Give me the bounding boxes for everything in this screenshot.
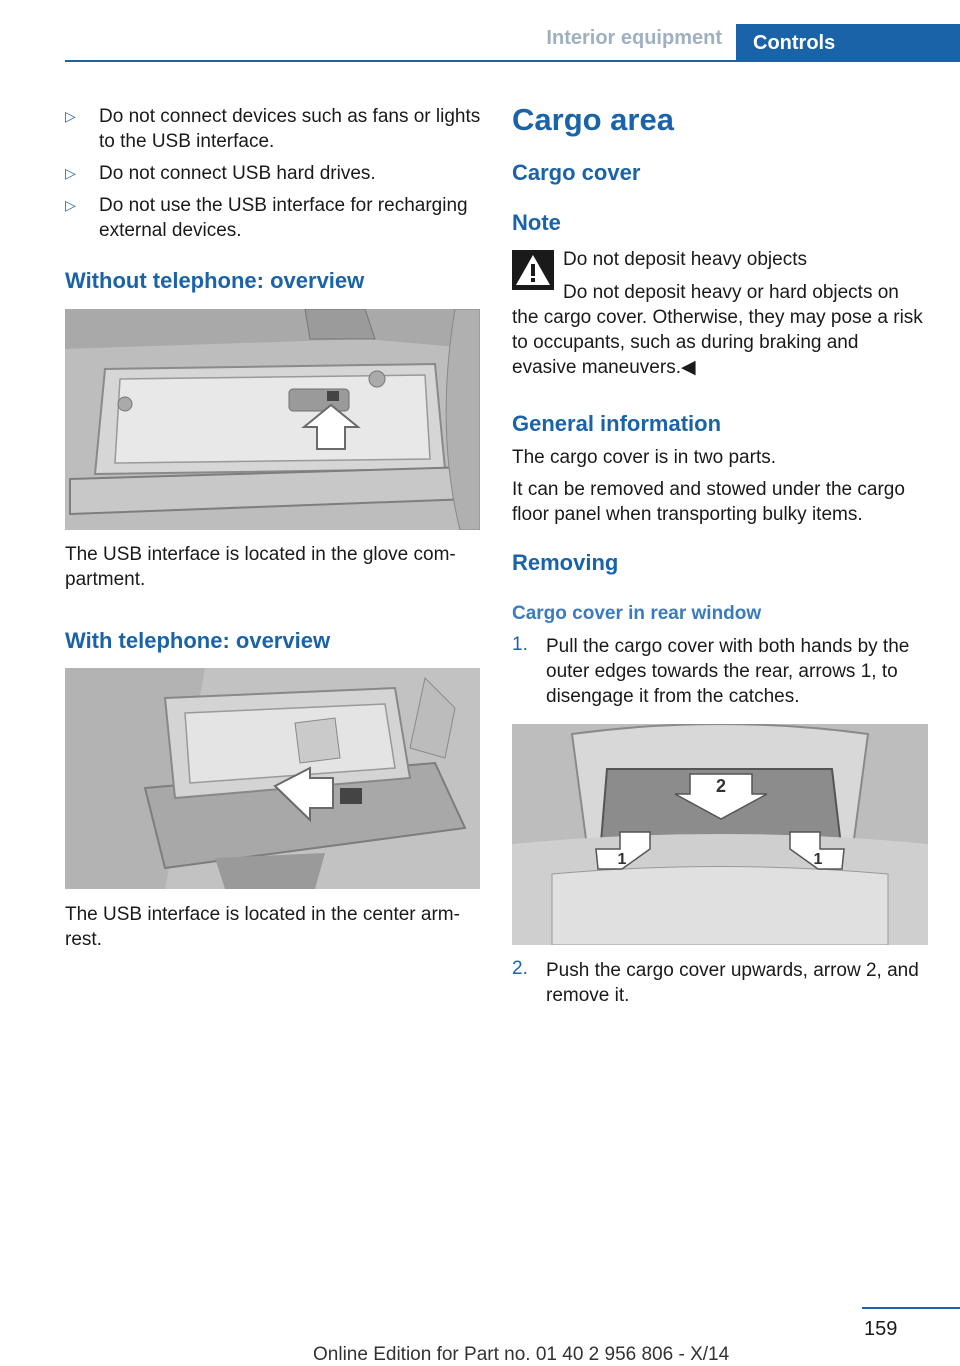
bullet-text: Do not use the USB interface for recharging external devices. (99, 195, 468, 241)
chapter-title: Controls (753, 32, 836, 54)
chapter-tab (736, 24, 960, 62)
rear-window-heading: Cargo cover in rear window (512, 603, 762, 624)
section-heading: Cargo area (512, 102, 674, 137)
arrow-label: 1 (813, 851, 823, 868)
warning-title: Do not deposit heavy objects (563, 249, 807, 270)
warning-text: Do not deposit heavy or hard objects on (563, 282, 899, 303)
bullet-icon: ▷ (65, 108, 76, 124)
bullet-text: Do not connect USB hard drives. (99, 163, 376, 184)
step-item (512, 958, 928, 1008)
without-telephone-heading: Without telephone: overview (65, 268, 365, 293)
section-title: Interior equipment (546, 27, 722, 49)
step-number: 1. (512, 634, 528, 655)
bullet-icon: ▷ (65, 197, 76, 213)
glove-compartment-figure (65, 309, 480, 530)
warning-icon (512, 250, 554, 290)
cargo-cover-figure (512, 724, 928, 945)
page-header (0, 0, 960, 62)
warning-text-continued: the cargo cover. Otherwise, they may pose a risk to occupants, such as during braking and evasive maneuvers.◀ (512, 307, 923, 378)
page-number: 159 (864, 1318, 898, 1340)
arrow-label: 1 (617, 851, 627, 868)
edition-footer: Online Edition for Part no. 01 40 2 956 806 - X/14 (313, 1344, 730, 1365)
center-armrest-figure (65, 668, 480, 889)
step-text: Push the cargo cover upwards, arrow 2, and remove it. (546, 960, 919, 1006)
bullet-text: Do not connect devices such as fans or lights to the USB interface. (99, 106, 481, 152)
bullet-icon: ▷ (65, 165, 76, 181)
step-number: 2. (512, 958, 528, 979)
general-information-heading: General information (512, 411, 722, 436)
note-heading: Note (512, 210, 561, 235)
without-telephone-caption: The USB interface is located in the glove compartment. (65, 544, 456, 590)
removing-heading: Removing (512, 550, 619, 575)
arrow-label: 2 (715, 776, 727, 796)
with-telephone-caption: The USB interface is located in the center armrest. (65, 904, 460, 950)
general-paragraph: The cargo cover is in two parts. (512, 447, 776, 468)
with-telephone-heading: With telephone: overview (65, 628, 331, 653)
step-item (512, 634, 928, 709)
subsection-heading: Cargo cover (512, 160, 641, 185)
step-text: Pull the cargo cover with both hands by the outer edges towards the rear, arrows 1, to disengage it from the catches. (546, 636, 910, 707)
header-rule (65, 60, 736, 62)
footer-rule (862, 1307, 960, 1309)
general-paragraph: It can be removed and stowed under the cargo floor panel when transporting bulky items. (512, 479, 905, 525)
